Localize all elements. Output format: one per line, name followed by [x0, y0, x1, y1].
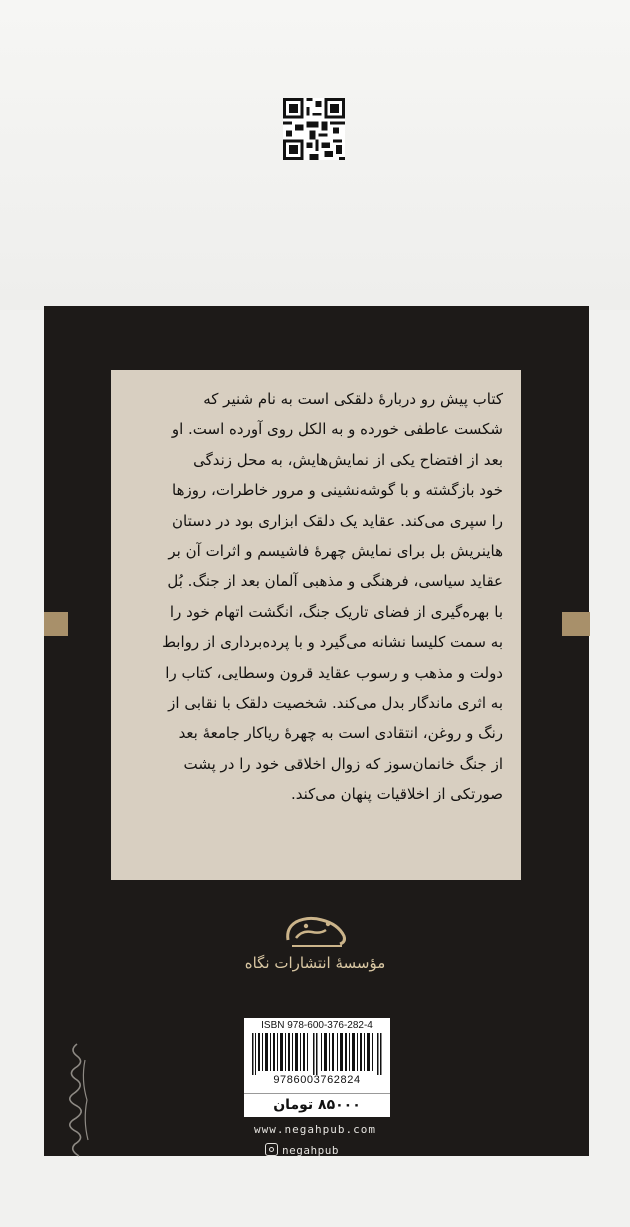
- description-panel: [111, 370, 521, 880]
- instagram-text: negahpub: [282, 1144, 339, 1157]
- instagram-handle[interactable]: [265, 1143, 405, 1161]
- website-link[interactable]: www.negahpub.com: [254, 1123, 376, 1136]
- gold-tab-right: [562, 612, 590, 636]
- description-line: هاینریش بل برای نمایش چهرهٔ فاشیسم و اثرات آن بر: [168, 542, 503, 561]
- description-line: با بهره‌گیری از فضای تاریک جنگ، انگشت اتهام خود را: [169, 602, 503, 621]
- qr-code: [283, 98, 345, 160]
- description-line: را سپری می‌کند. عقاید یک دلقک ابزاری بود در دستان: [172, 511, 503, 530]
- description-line: صورتکی از اخلاقیات پنهان می‌کند.: [291, 785, 503, 804]
- description-line: از جنگ خانمان‌سوز که زوال اخلاقی خود را در پشت: [183, 754, 503, 773]
- description-line: رنگ و روغن، انتقادی است به چهرهٔ ریاکار جامعهٔ بعد: [178, 724, 503, 743]
- instagram-icon: [265, 1143, 278, 1156]
- publisher-name: مؤسسهٔ انتشارات نگاه: [244, 954, 386, 972]
- description-line: به سمت کلیسا نشانه می‌گیرد و با پرده‌برداری از روابط: [162, 633, 503, 652]
- description-line: دولت و مذهب و رسوب عقاید قرون وسطایی، کتاب را: [165, 663, 503, 682]
- description-line: کتاب پیش رو دربارهٔ دلقکی است به نام شنیر که: [203, 390, 503, 408]
- barcode-bars: [250, 1033, 384, 1075]
- price-label: ۸۵۰۰۰ تومان: [244, 1093, 390, 1117]
- description-line: بعد از افتضاح یکی از نمایش‌هایش، به محل زندگی: [193, 450, 503, 469]
- isbn-text: ISBN 978-600-376-282-4: [261, 1020, 373, 1031]
- barcode-number: 9786003762824: [273, 1074, 361, 1086]
- description-line: عقاید سیاسی، فرهنگی و مذهبی آلمان بعد از جنگ. بُل: [167, 572, 503, 591]
- publisher-logo: [282, 910, 352, 952]
- description-line: خود بازگشته و با گوشه‌نشینی و مرور خاطرات، روزها: [172, 481, 503, 500]
- barcode-label: [244, 1018, 390, 1094]
- description-line: شکست عاطفی خورده و به الکل روی آورده است. او: [171, 420, 503, 439]
- description-line: به اثری ماندگار بدل می‌کند. شخصیت دلقک با نقابی از: [168, 694, 503, 713]
- gold-tab-left: [44, 612, 68, 636]
- handwritten-signature: [55, 1040, 95, 1160]
